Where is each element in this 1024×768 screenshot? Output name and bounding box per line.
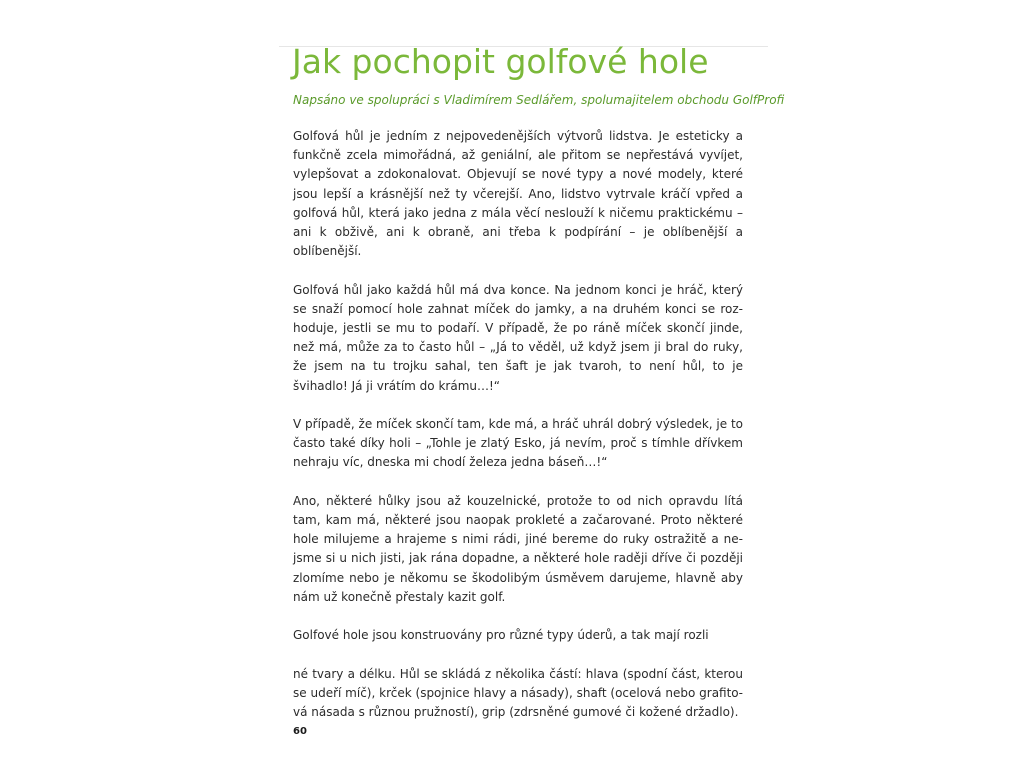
paragraph: Golfové hole jsou konstruovány pro různé typy úderů, a tak mají rozli: [293, 628, 709, 643]
paragraph: Ano, některé hůlky jsou až kouzelnické, protože to od nich opravdu lítá tam, kam má, některé jsou naopak prokleté a začarované. Proto některé hole milujeme a hrajeme s nimi rádi, jiné bereme do ruky ostražitě a nejsme si u nich jisti, jak rána dopadne, a některé hole raději dříve či později zlomíme nebo je někomu se škodolibým úsměvem darujeme, hlavně aby nám už konečně přestaly kazit golf.: [293, 493, 743, 604]
page-number: 60: [293, 726, 307, 737]
paragraph: V případě, že míček skončí tam, kde má, a hráč uhrál dobrý výsledek, je to často také díky holi – „Tohle je zlatý Esko, já nevím, proč s tímhle dřívkem nehraju víc, dneska mi chodí železa jedna báseň…!“: [293, 417, 743, 470]
paragraph: Golfová hůl jako každá hůl má dva konce. Na jednom konci je hráč, který se snaží pomocí hole zahnat míček do jamky, a na druhém konci se rozhoduje, jestli se mu to podaří. V případě, že po ráně míček skončí jinde, než má, může za to často hůl – „Já to věděl, už když jsem ji bral do ruky, že jsem na tu trojku sahal, ten šaft je jak tvaroh, to není hůl, to je švihadlo! Já ji vrátím do krámu…!“: [293, 282, 743, 393]
paragraph: Golfová hůl je jedním z nejpovedenějších výtvorů lidstva. Je esteticky a funkčně zcela mimořádná, až geniální, ale přitom se nepřestává vyvíjet, vylepšovat a zdokonalovat. Objevují se nové typy a nové modely, které jsou lepší a krásnější než ty včerejší. Ano, lidstvo vytrvale kráčí vpřed a golfová hůl, která jako jedna z mála věcí neslouží k ničemu praktickému – ani k obživě, ani k obraně, ani třeba k podpírání – je oblíbenější a oblíbenější.: [293, 129, 743, 259]
page-title: Jak pochopit golfové hole: [292, 42, 709, 81]
paragraph: né tvary a délku. Hůl se skládá z několika částí: hlava (spodní část, kterou se udeří míč), krček (spojnice hlavy a násady), shaft (ocelová nebo grafitová násada s různou pružností), grip (zdrsněné gumové či kožené držadlo).: [293, 666, 743, 720]
article-body: [293, 127, 743, 741]
page-subtitle: Napsáno ve spolupráci s Vladimírem Sedlářem, spolumajitelem obchodu GolfProfi: [293, 93, 785, 107]
